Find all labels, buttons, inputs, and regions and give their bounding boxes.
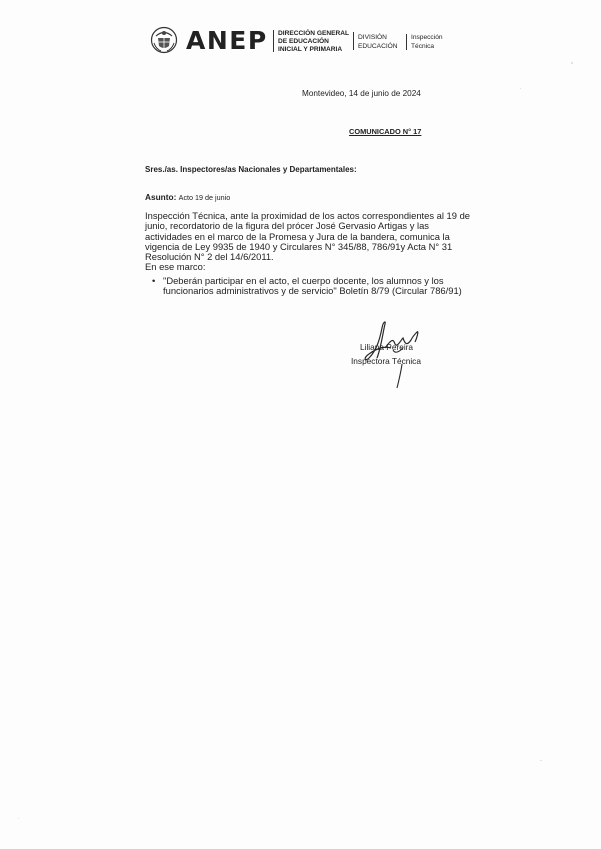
bullet-line: funcionarios administrativos y de servicio" Boletín 8/79 (Circular 786/91) — [163, 285, 462, 297]
letter-body — [145, 211, 475, 273]
direccion-line: DIRECCIÓN GENERAL — [278, 30, 350, 37]
direccion-general-label — [278, 30, 354, 54]
body-line: actividades en el marco de la Promesa y Jura de la bandera, comunica la — [145, 230, 450, 242]
handwritten-signature — [355, 318, 425, 390]
header-divider — [353, 32, 354, 50]
body-line: Inspección Técnica, ante la proximidad de los actos correspondientes al 19 de — [145, 210, 471, 221]
communique-number: COMUNICADO N° 17 — [349, 127, 422, 136]
subject-label: Asunto: — [145, 192, 177, 202]
signer-name: Liliana Pereira — [360, 342, 414, 352]
letter-date: Montevideo, 14 de junio de 2024 — [302, 89, 421, 98]
body-line: junio, recordatorio de la figura del prócer José Gervasio Artigas y las — [145, 220, 429, 232]
scan-speck — [540, 760, 542, 761]
body-line: vigencia de Ley 9935 de 1940 y Circulares N° 345/88, 786/91y Acta N° 31 — [145, 240, 453, 252]
national-seal-icon — [150, 26, 178, 54]
inspeccion-label — [411, 34, 443, 51]
anep-logo: ANEP — [186, 26, 268, 55]
body-line: Resolución N° 2 del 14/6/2011. — [145, 251, 274, 263]
inspeccion-line: Inspección — [411, 34, 443, 41]
scan-speck — [571, 62, 573, 64]
division-line: EDUCACIÓN — [358, 42, 398, 50]
bullet-item — [163, 276, 462, 297]
inspeccion-line: Técnica — [411, 42, 435, 50]
division-label — [358, 34, 398, 51]
division-line: DIVISIÓN — [358, 34, 387, 41]
subject-value: Acto 19 de junio — [178, 193, 231, 202]
header-divider — [406, 34, 407, 50]
scan-speck — [520, 88, 521, 89]
header-divider — [273, 30, 274, 52]
direccion-line: INICIAL Y PRIMARIA — [278, 46, 343, 53]
scan-speck — [18, 818, 19, 819]
subject-line — [145, 192, 230, 202]
bullet-marker: • — [152, 275, 156, 286]
bullet-line: "Deberán participar en el acto, el cuerpo docente, los alumnos y los — [163, 275, 444, 286]
signer-role: Inspectora Técnica — [351, 356, 421, 366]
recipients-line: Sres./as. Inspectores/as Nacionales y Departamentales: — [145, 165, 357, 174]
body-line: En ese marco: — [145, 261, 206, 273]
direccion-line: DE EDUCACIÓN — [278, 38, 329, 45]
